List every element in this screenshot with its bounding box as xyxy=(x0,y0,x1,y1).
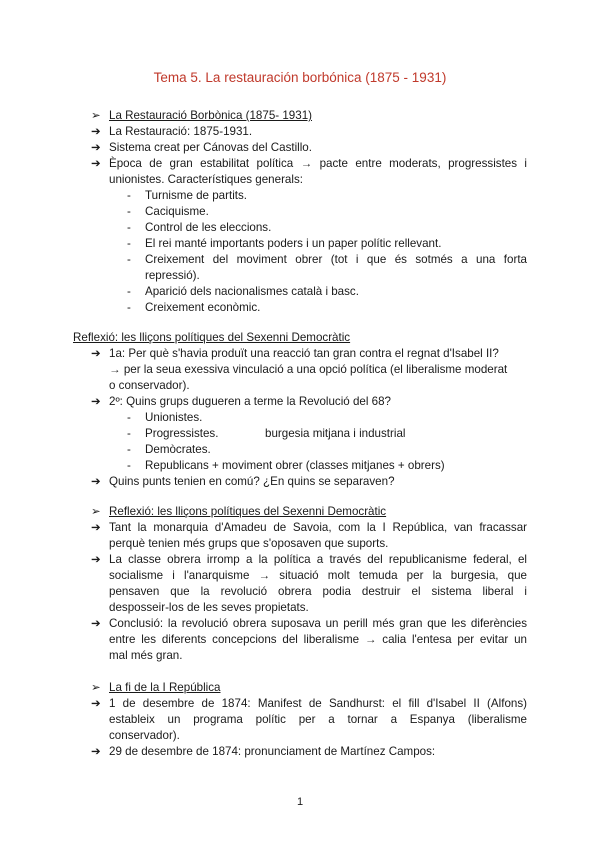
paragraph-text: La classe obrera irromp a la política a través del republicanisme federal, el xyxy=(109,553,527,566)
bullet-text: Sistema creat per Cánovas del Castillo. xyxy=(109,141,312,154)
list-item: El rei manté importants poders i un paper polític rellevant. xyxy=(145,237,442,250)
paragraph-text: entre les diferents concepcions del liberalisme → calia l'entesa per evitar un xyxy=(109,633,527,646)
arrow-bullet-icon: ➔ xyxy=(91,141,101,154)
arrow-bullet-icon: ➔ xyxy=(91,697,101,710)
section-heading-reflexio-2: Reflexió: les lliçons polítiques del Sexenni Democràtic xyxy=(109,505,387,518)
paragraph-text: pensaven que la revolució obrera podia destruir el sistema liberal i xyxy=(109,585,527,598)
dash-bullet-icon: - xyxy=(127,237,131,250)
paragraph-text: desposseir-los de les seves propietats. xyxy=(109,601,309,614)
list-item: Control de les eleccions. xyxy=(145,221,272,234)
question-text: Quins punts tenien en comú? ¿En quins se separaven? xyxy=(109,475,395,488)
list-item: repressió). xyxy=(145,269,200,282)
arrow-bullet-icon: ➔ xyxy=(91,395,101,408)
paragraph-text: estableix un programa polític per a tornar a Espanya (liberalisme xyxy=(109,713,527,726)
paragraph-text: 29 de desembre de 1874: pronunciament de Martínez Campos: xyxy=(109,745,436,758)
bullet-text: Època de gran estabilitat política → pacte entre moderats, progressistes i xyxy=(109,157,527,170)
page-title: Tema 5. La restauración borbónica (1875 - 1931) xyxy=(153,70,447,85)
paragraph-text: Tant la monarquia d'Amadeu de Savoia, com la I República, van fracassar xyxy=(109,521,527,534)
paragraph-text: mal més gran. xyxy=(109,649,183,662)
arrow-bullet-icon: ➔ xyxy=(91,745,101,758)
arrow-bullet-icon: ➔ xyxy=(91,347,101,360)
section-heading-fi-republica: La fi de la I República xyxy=(109,681,221,694)
section-heading-reflexio: Reflexió: les lliçons polítiques del Sexenni Democràtic xyxy=(73,331,351,344)
paragraph-text: socialisme i l'anarquisme → situació molt temuda per la burgesia, que xyxy=(109,569,527,582)
bullet-text: La Restauració: 1875-1931. xyxy=(109,125,253,138)
question-text: → per la seua exessiva vinculació a una opció política (el liberalisme moderat xyxy=(109,363,508,376)
paragraph-text: Conclusió: la revolució obrera suposava un perill més gran que les diferències xyxy=(109,617,527,630)
question-text: o conservador). xyxy=(109,379,190,392)
paragraph-text: conservador). xyxy=(109,729,180,742)
arrow-bullet-icon: ➔ xyxy=(91,617,101,630)
list-item: Aparició dels nacionalismes català i basc. xyxy=(145,285,359,298)
arrow-bullet-icon: ➔ xyxy=(91,521,101,534)
paragraph-text: 1 de desembre de 1874: Manifest de Sandhurst: el fill d'Isabel II (Alfons) xyxy=(109,697,527,710)
dash-bullet-icon: - xyxy=(127,205,131,218)
list-item: Creixement econòmic. xyxy=(145,301,261,314)
section-heading-restauracio: La Restauració Borbònica (1875- 1931) xyxy=(109,109,313,122)
arrow-bullet-icon: ➔ xyxy=(91,553,101,566)
dash-bullet-icon: - xyxy=(127,443,131,456)
list-item: Unionistes. xyxy=(145,411,203,424)
arrowhead-bullet-icon: ➢ xyxy=(91,109,101,122)
dash-bullet-icon: - xyxy=(127,411,131,424)
list-item: Turnisme de partits. xyxy=(145,189,248,202)
dash-bullet-icon: - xyxy=(127,221,131,234)
dash-bullet-icon: - xyxy=(127,253,131,266)
dash-bullet-icon: - xyxy=(127,301,131,314)
arrow-bullet-icon: ➔ xyxy=(91,157,101,170)
arrowhead-bullet-icon: ➢ xyxy=(91,681,101,694)
list-item: Progressistes. xyxy=(145,427,219,440)
question-text: 2º: Quins grups dugueren a terme la Revolució del 68? xyxy=(109,395,392,408)
list-item: Creixement del moviment obrer (tot i que és sotmés a una forta xyxy=(145,253,527,266)
list-item-note: burgesia mitjana i industrial xyxy=(265,427,406,440)
bullet-text: unionistes. Característiques generals: xyxy=(109,173,303,186)
dash-bullet-icon: - xyxy=(127,285,131,298)
arrowhead-bullet-icon: ➢ xyxy=(91,505,101,518)
question-text: 1a: Per què s'havia produït una reacció tan gran contra el regnat d'Isabel II? xyxy=(109,347,499,360)
dash-bullet-icon: - xyxy=(127,427,131,440)
dash-bullet-icon: - xyxy=(127,189,131,202)
dash-bullet-icon: - xyxy=(127,459,131,472)
paragraph-text: perquè tenien més grups que s'oposaven que suports. xyxy=(109,537,389,550)
arrow-bullet-icon: ➔ xyxy=(91,475,101,488)
list-item: Republicans + moviment obrer (classes mitjanes + obrers) xyxy=(145,459,445,472)
list-item: Demòcrates. xyxy=(145,443,211,456)
page-number: 1 xyxy=(296,796,304,808)
arrow-bullet-icon: ➔ xyxy=(91,125,101,138)
list-item: Caciquisme. xyxy=(145,205,209,218)
